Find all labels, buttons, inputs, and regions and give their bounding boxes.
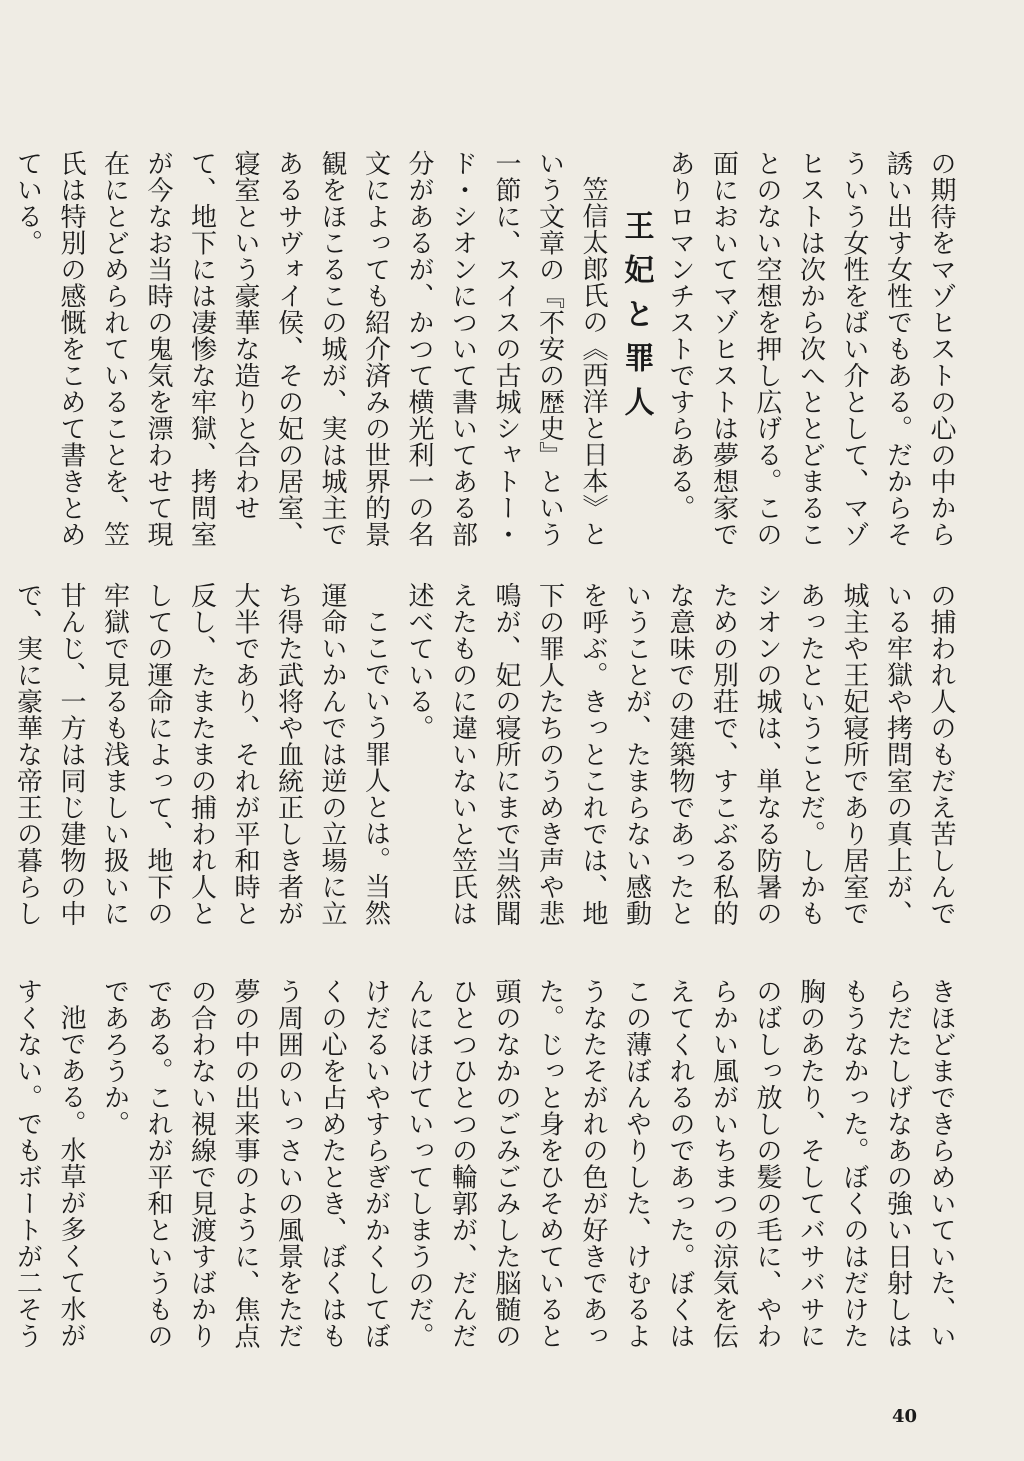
- paragraph: ここでいう罪人とは。当然運命いかんでは逆の立場に立ち得た武将や血統正しき者が大半であり、それが平和時と反し、たまたまの捕われ人としての運命によって、地下の牢獄で見るも浅ましい扱いに甘んじ、一方は同じ建物の中で、実に豪華な帝王の暮らし: [12, 582, 391, 927]
- text-tier-bottom: [12, 978, 962, 1368]
- page-number: 40: [892, 1406, 918, 1427]
- text-tier-middle: [12, 582, 962, 952]
- paragraph: 笠信太郎氏の《西洋と日本》という文章の『不安の歴史』という一節に、スイスの古城シャトー・ド・シオンについて書いてある部分があるが、かつて横光利一の名文によっても紹介済みの世界的景観をほこるこの城が、実は城主であるサヴォイ侯、その妃の居室、寝室という豪華な造りと合わせて、地下には凄惨な牢獄、拷問室が今なお当時の鬼気を漂わせて現在にとどめられていることを、笠氏は特別の感慨をこめて書きとめている。: [12, 150, 608, 548]
- paragraph: [0, 150, 5, 555]
- paragraph: きほどまできらめいていた、いらだたしげなあの強い日射しはもうなかった。ぼくのはだけた胸のあたり、そしてバサバサにのばしっ放しの髪の毛に、やわらかい風がいちまつの涼気を伝えてくれるのであった。ぼくはこの薄ぼんやりした、けむるようなたそがれの色が好きであった。じっと身をひそめていると頭のなかのごみごみした脳髄のひとつひとつの輪郭が、だんだんにほけていってしまうのだ。けだるいやすらぎがかくしてぼくの心を占めたとき、ぼくはもう周囲のいっさいの風景をただ夢の中の出来事のように、焦点の合わない視線で見渡すばかりである。これが平和というものであろうか。: [99, 978, 956, 1349]
- paragraph: 池である。水草が多くて水がすくない。でもボートが二そう: [12, 978, 86, 1349]
- section-heading-ouhi-to-zainin: 王妃と罪人: [618, 210, 654, 430]
- paragraph: の捕われ人のもだえ苦しんでいる牢獄や拷問室の真上が、城主や王妃寝所であり居室であったということだ。しかもシオンの城は、単なる防暑のための別荘で、すこぶる私的な意味での建築物であったということが、たまらない感動を呼ぶ。きっとこれでは、地下の罪人たちのうめき声や悲鳴が、妃の寝所にまで当然聞えたものに違いないと笠氏は述べている。: [404, 582, 956, 927]
- paragraph: の期待をマゾヒストの心の中から誘い出す女性でもある。だからそういう女性をばい介として、マゾヒストは次から次へととどまることのない空想を押し広げる。この面においてマゾヒストは夢想家でありロマンチストですらある。: [665, 150, 956, 548]
- text-tier-top: [12, 150, 962, 555]
